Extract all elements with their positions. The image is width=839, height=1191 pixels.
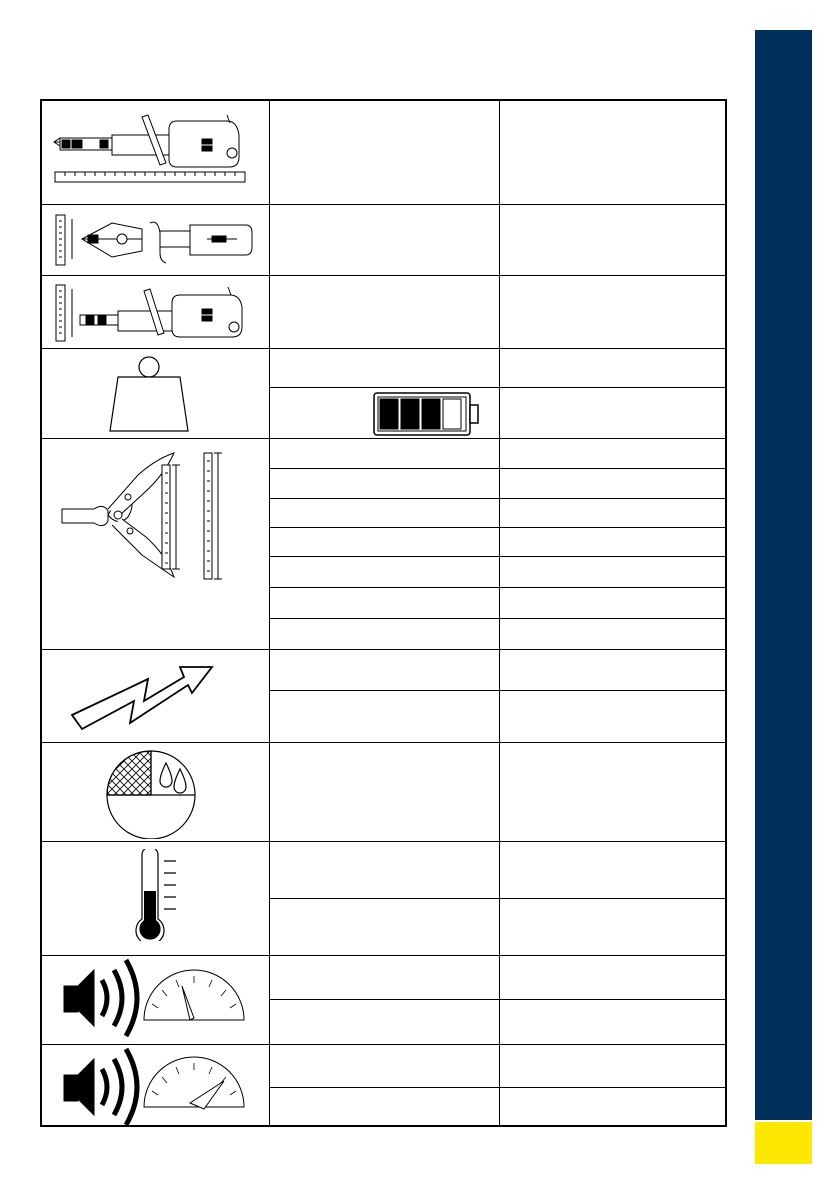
force-arrow-icon: [70, 649, 220, 741]
subrow-separator: [270, 999, 727, 1000]
weight-icon: [102, 353, 212, 435]
subrow-separator: [270, 527, 727, 528]
tool-height-icon: [52, 283, 258, 343]
tool-length-icon: [52, 111, 258, 196]
tool-width-icon: [52, 213, 258, 269]
subrow-separator: [270, 1087, 727, 1088]
ip-rating-icon: [104, 749, 204, 839]
noise-gauge-high-icon: [62, 1045, 247, 1131]
subrow-separator: [270, 468, 727, 469]
subrow-separator: [270, 690, 727, 691]
subrow-separator: [270, 898, 727, 899]
column-divider: [499, 101, 500, 1125]
subrow-separator: [270, 587, 727, 588]
thermometer-icon: [130, 849, 190, 941]
cutter-opening-icon: [56, 449, 256, 589]
noise-gauge-low-icon: [62, 956, 247, 1042]
spec-table: [40, 99, 727, 1127]
battery-icon: [372, 391, 482, 437]
side-band: [755, 30, 812, 1120]
subrow-separator: [270, 387, 727, 388]
row-separator: [42, 204, 727, 205]
row-separator: [42, 275, 727, 276]
page-tab-marker: [755, 1122, 812, 1164]
row-separator: [42, 348, 727, 349]
row-separator: [42, 841, 727, 842]
subrow-separator: [270, 618, 727, 619]
row-separator: [42, 438, 727, 439]
subrow-separator: [270, 498, 727, 499]
row-separator: [42, 742, 727, 743]
column-divider: [269, 101, 270, 1125]
subrow-separator: [270, 556, 727, 557]
